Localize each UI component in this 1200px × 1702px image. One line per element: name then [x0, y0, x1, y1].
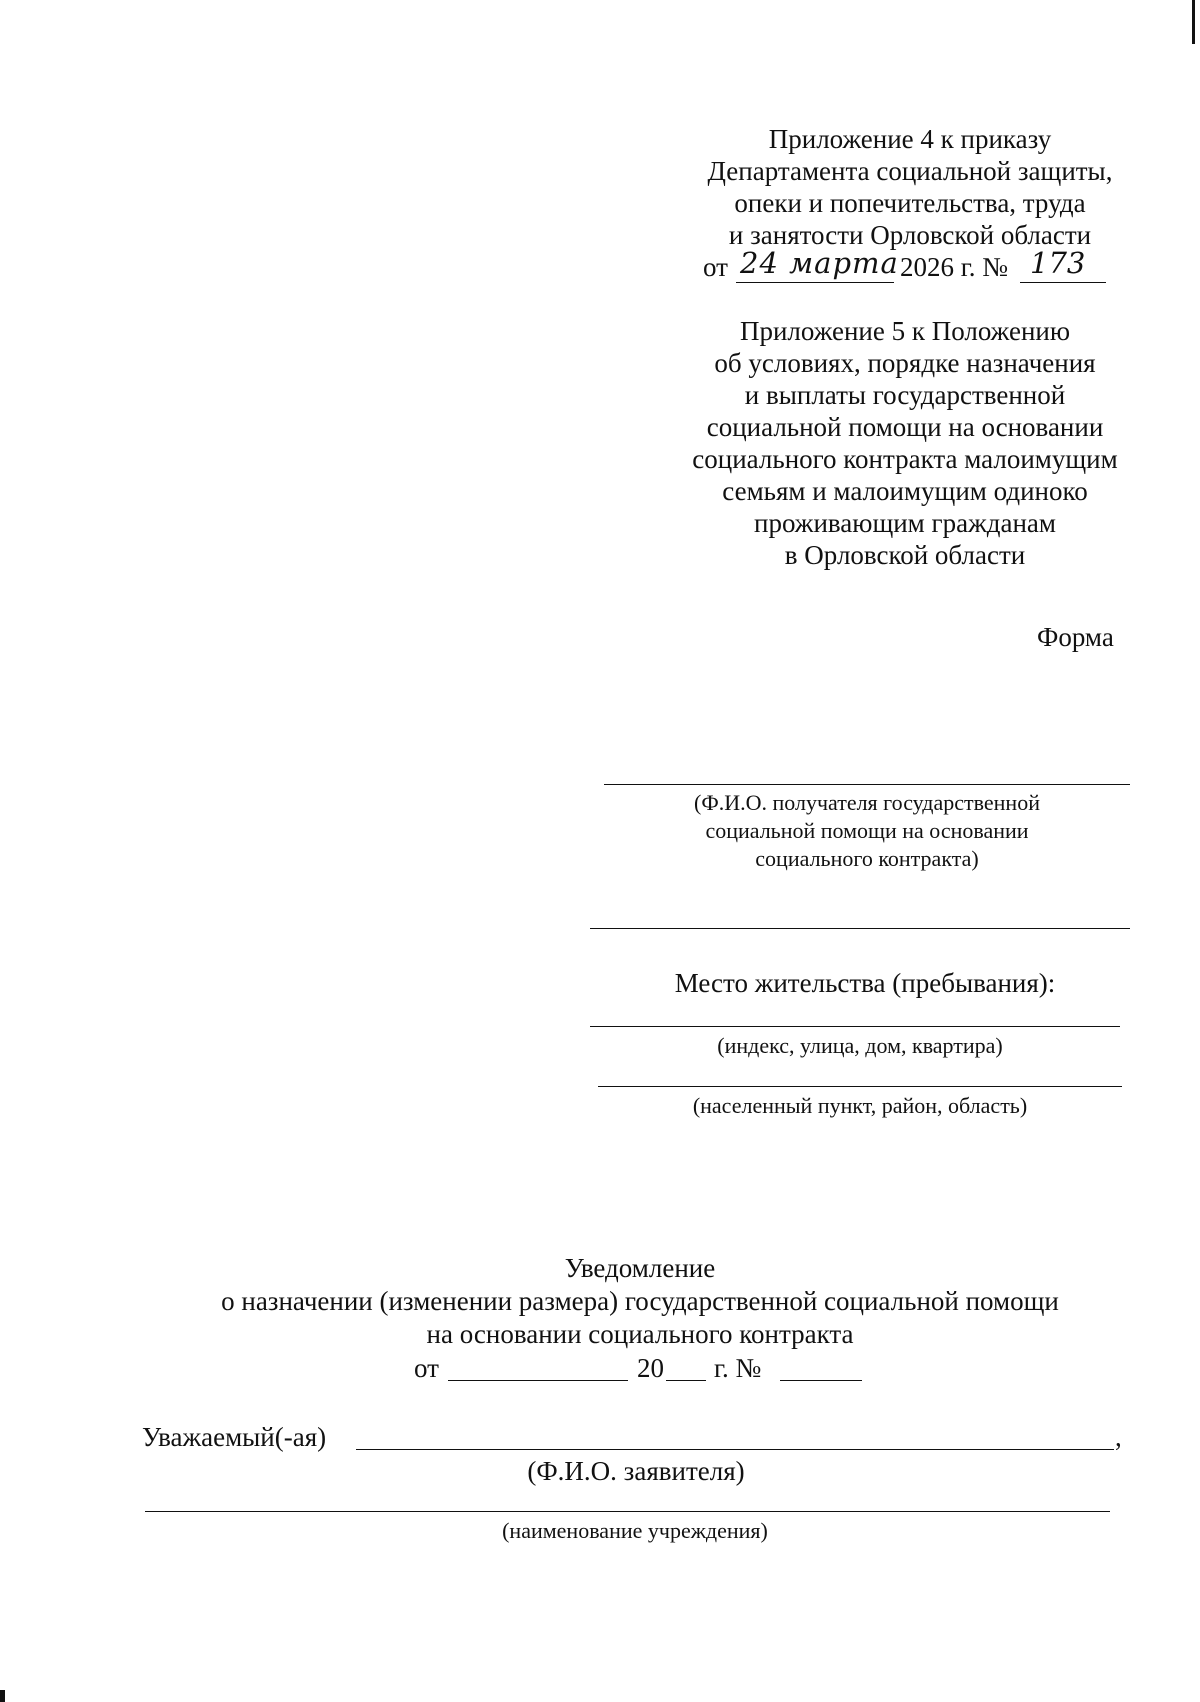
- address-caption: (индекс, улица, дом, квартира): [717, 1033, 1003, 1058]
- scan-corner-mark: [0, 1690, 5, 1702]
- applicant-fio-line: [356, 1449, 1114, 1450]
- notice-number-label: г. №: [714, 1353, 762, 1383]
- order-date-handwritten: 24 марта: [740, 246, 899, 280]
- appendix-5-line-6: семьям и малоимущим одиноко: [722, 476, 1088, 506]
- order-date-prefix: от: [703, 252, 728, 282]
- appendix-5-line-7: проживающим гражданам: [754, 508, 1056, 538]
- applicant-fio-caption: (Ф.И.О. заявителя): [527, 1456, 745, 1486]
- salutation-label: Уважаемый(-ая): [142, 1422, 327, 1452]
- notice-number-blank: [780, 1380, 862, 1381]
- recipient-caption-line-2: социальной помощи на основании: [705, 818, 1029, 843]
- notice-date-prefix: от: [414, 1353, 439, 1383]
- appendix-4-line-3: опеки и попечительства, труда: [734, 188, 1086, 218]
- recipient-extra-line: [590, 928, 1130, 929]
- appendix-5-line-1: Приложение 5 к Положению: [739, 316, 1071, 346]
- notice-subtitle-line-2: на основании социального контракта: [426, 1319, 854, 1349]
- appendix-5-line-3: и выплаты государственной: [744, 380, 1066, 410]
- notice-year-label: 20: [637, 1353, 664, 1383]
- order-year-and-number-label: 2026 г. №: [900, 252, 1009, 282]
- appendix-5-line-8: в Орловской области: [784, 540, 1026, 570]
- salutation-comma: ,: [1115, 1422, 1122, 1452]
- appendix-5-line-2: об условиях, порядке назначения: [714, 348, 1096, 378]
- form-label: Форма: [1037, 622, 1114, 652]
- notice-date-blank: [448, 1380, 628, 1381]
- locality-caption: (населенный пункт, район, область): [692, 1093, 1028, 1118]
- notice-subtitle-line-1: о назначении (изменении размера) государственной социальной помощи: [221, 1286, 1059, 1316]
- appendix-4-line-4: и занятости Орловской области: [728, 220, 1092, 250]
- notice-title: Уведомление: [564, 1253, 716, 1283]
- locality-line: [598, 1086, 1122, 1087]
- order-number-handwritten: 173: [1030, 246, 1086, 280]
- institution-line: [145, 1511, 1110, 1512]
- notice-year-blank: [666, 1380, 706, 1381]
- order-number-underline: [1020, 282, 1106, 283]
- scan-edge-mark: [1192, 0, 1195, 44]
- address-line: [590, 1026, 1120, 1027]
- residence-label: Место жительства (пребывания):: [674, 968, 1056, 998]
- appendix-5-line-4: социальной помощи на основании: [706, 412, 1104, 442]
- appendix-4-line-1: Приложение 4 к приказу: [768, 124, 1052, 154]
- appendix-5-line-5: социального контракта малоимущим: [692, 444, 1118, 474]
- recipient-fio-line: [604, 784, 1130, 785]
- institution-caption: (наименование учреждения): [502, 1518, 768, 1543]
- recipient-caption-line-1: (Ф.И.О. получателя государственной: [694, 790, 1040, 815]
- appendix-4-line-2: Департамента социальной защиты,: [707, 156, 1113, 186]
- order-date-underline: [736, 282, 894, 283]
- recipient-caption-line-3: социального контракта): [755, 846, 979, 871]
